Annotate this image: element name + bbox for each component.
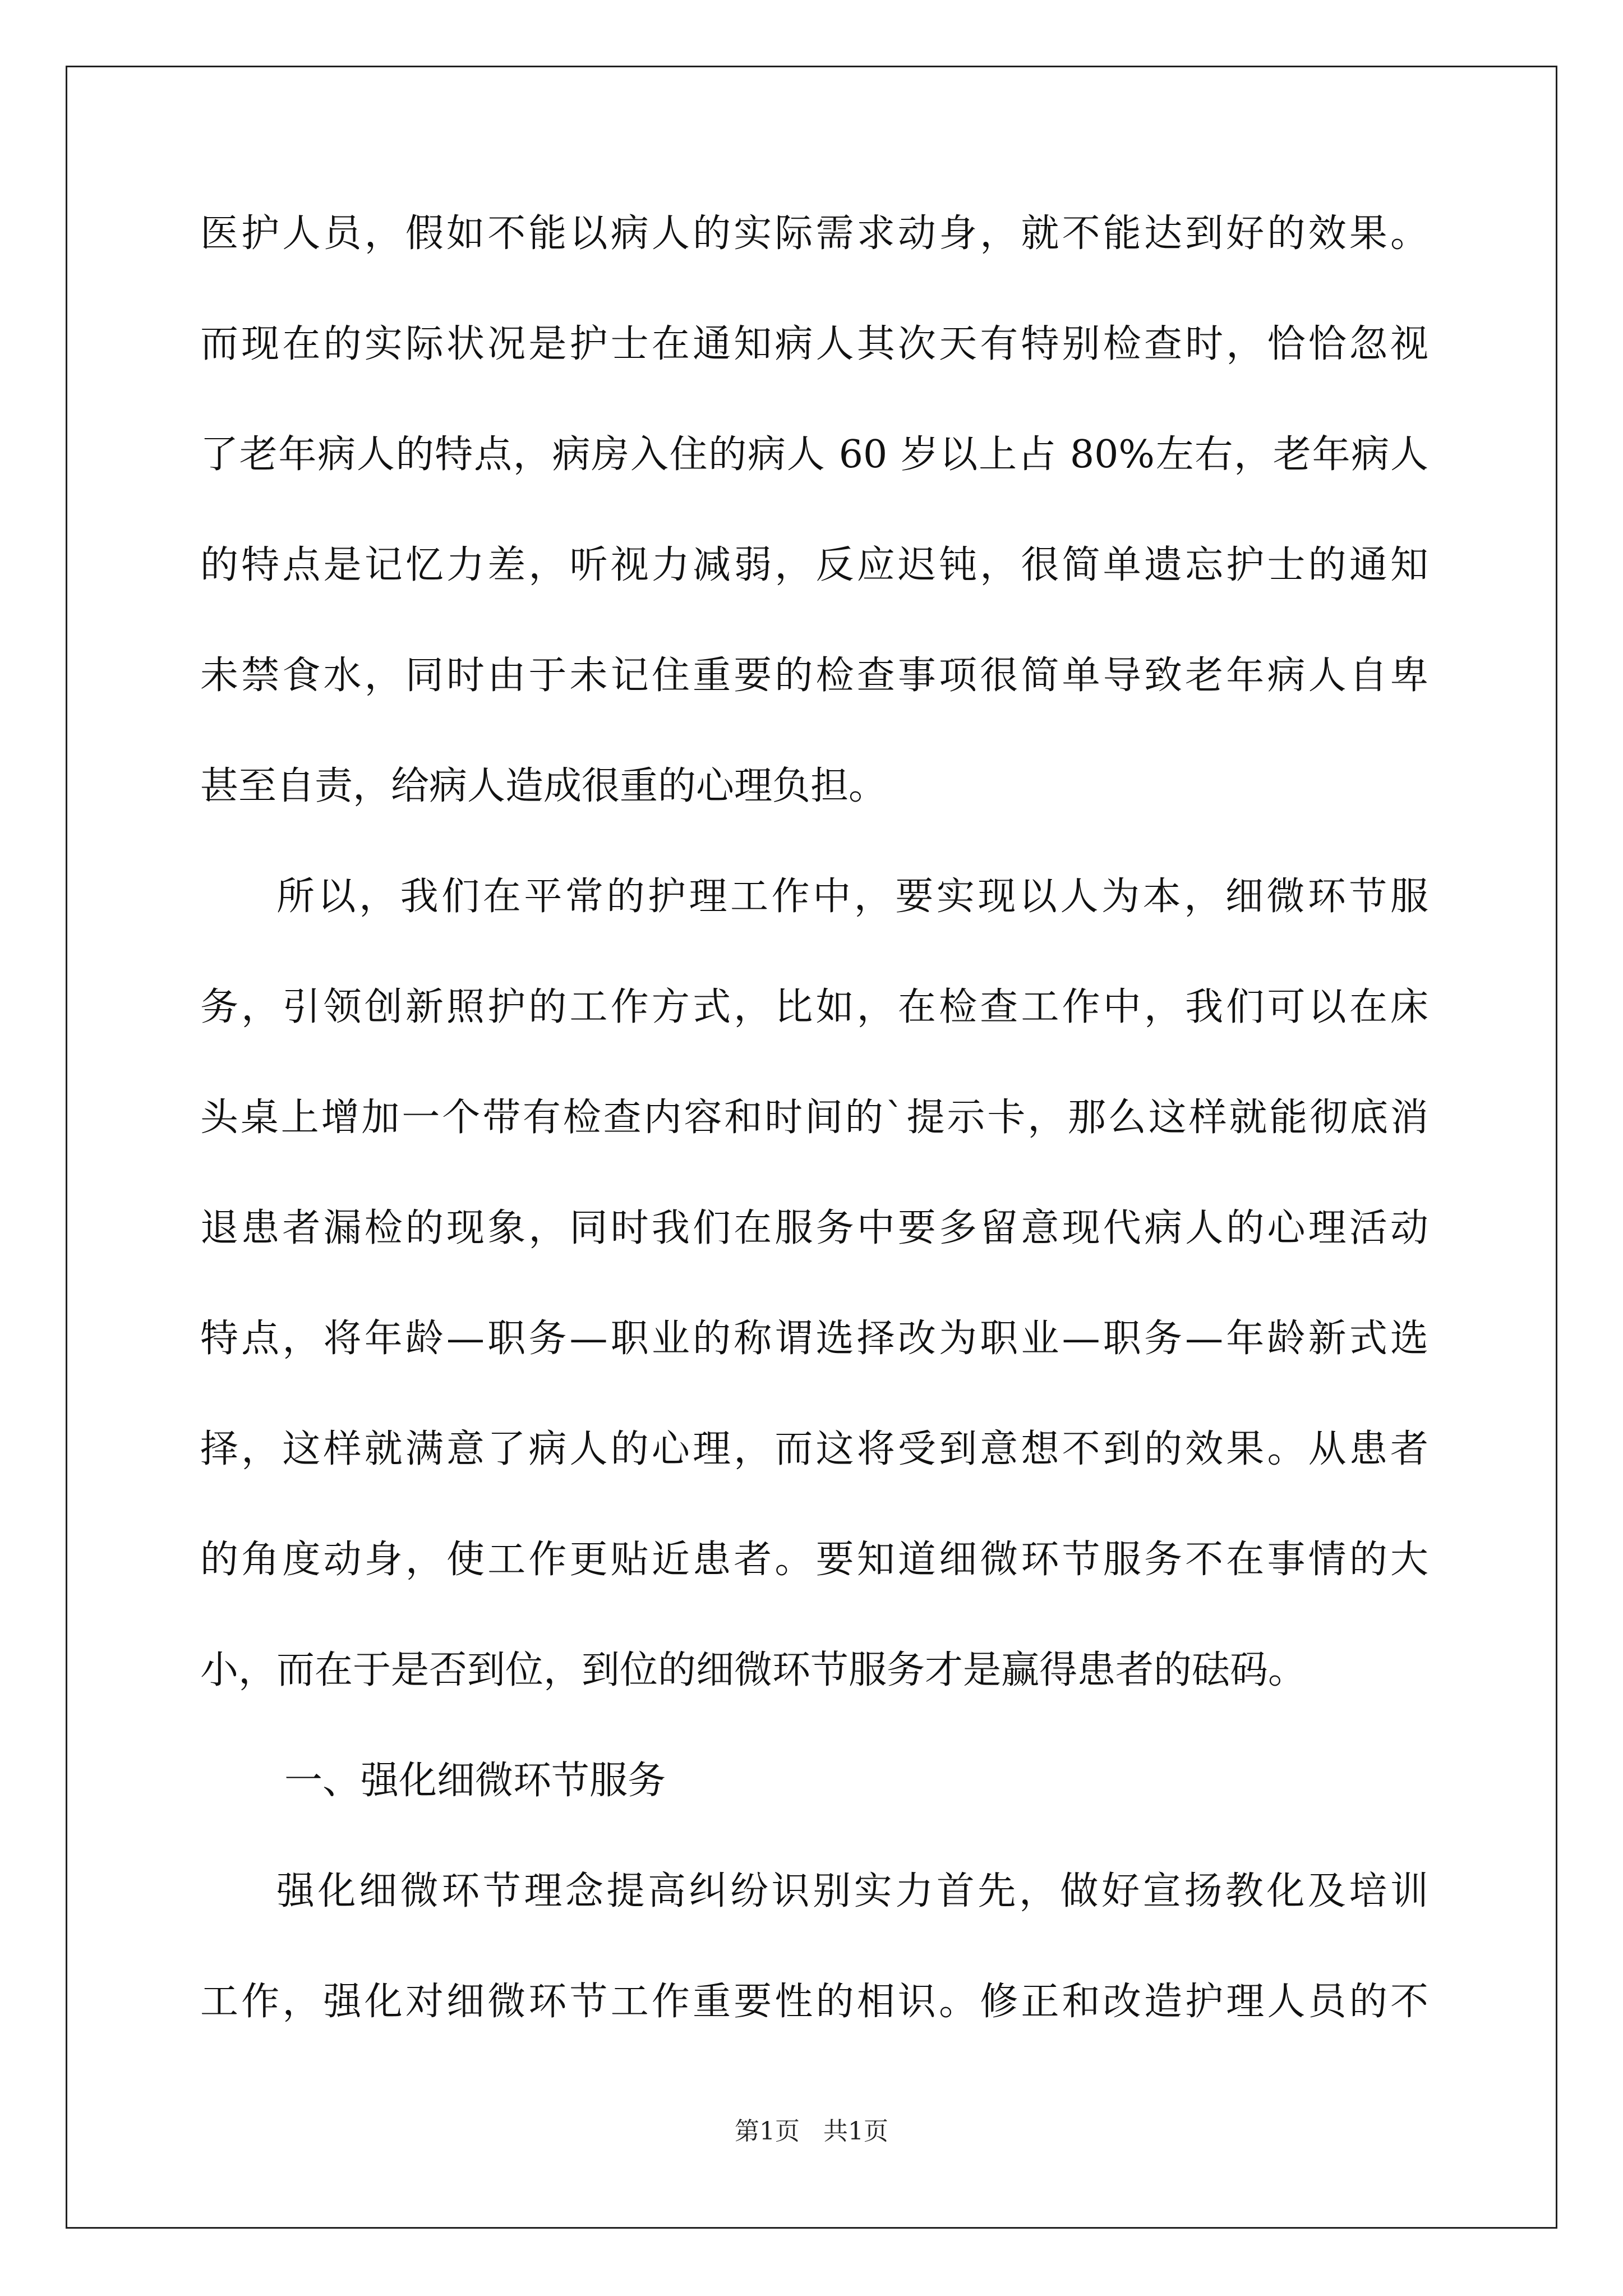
text-line: 所以，我们在平常的护理工作中，要实现以人为本，细微环节服 bbox=[276, 875, 1428, 919]
text-line: 的特点是记忆力差，听视力减弱，反应迟钝，很简单遗忘护士的通知 bbox=[200, 543, 1428, 587]
text-line: 小，而在于是否到位，到位的细微环节服务才是赢得患者的砝码。 bbox=[200, 1648, 1307, 1692]
text-line: 退患者漏检的现象，同时我们在服务中要多留意现代病人的心理活动 bbox=[200, 1206, 1428, 1250]
text-line: 医护人员，假如不能以病人的实际需求动身，就不能达到好的效果。 bbox=[200, 211, 1428, 256]
text-line: 而现在的实际状况是护士在通知病人其次天有特别检查时，恰恰忽视 bbox=[200, 322, 1428, 366]
text-line: 务，引领创新照护的工作方式，比如，在检查工作中，我们可以在床 bbox=[200, 985, 1428, 1029]
page-footer bbox=[0, 2115, 1623, 2148]
text-line: 工作，强化对细微环节工作重要性的相识。修正和改造护理人员的不 bbox=[200, 1980, 1428, 2024]
page-total: 共1页 bbox=[823, 2117, 888, 2146]
document-body bbox=[200, 201, 1428, 2079]
page-number: 第1页 bbox=[735, 2117, 800, 2146]
text-line: 的角度动身，使工作更贴近患者。要知道细微环节服务不在事情的大 bbox=[200, 1538, 1428, 1582]
section-heading: 一、强化细微环节服务 bbox=[284, 1759, 666, 1803]
text-line: 甚至自责，给病人造成很重的心理负担。 bbox=[200, 764, 887, 808]
text-line: 头桌上增加一个带有检查内容和时间的`提示卡，那么这样就能彻底消 bbox=[200, 1096, 1428, 1140]
text-line: 未禁食水，同时由于未记住重要的检查事项很简单导致老年病人自卑 bbox=[200, 654, 1428, 698]
text-line: 了老年病人的特点，病房入住的病人 60 岁以上占 80%左右，老年病人 bbox=[200, 432, 1428, 477]
text-line: 择，这样就满意了病人的心理，而这将受到意想不到的效果。从患者 bbox=[200, 1427, 1428, 1471]
text-line: 强化细微环节理念提高纠纷识别实力首先，做好宣扬教化及培训 bbox=[276, 1869, 1428, 1913]
text-line: 特点，将年龄—职务—职业的称谓选择改为职业—职务—年龄新式选 bbox=[200, 1317, 1428, 1361]
